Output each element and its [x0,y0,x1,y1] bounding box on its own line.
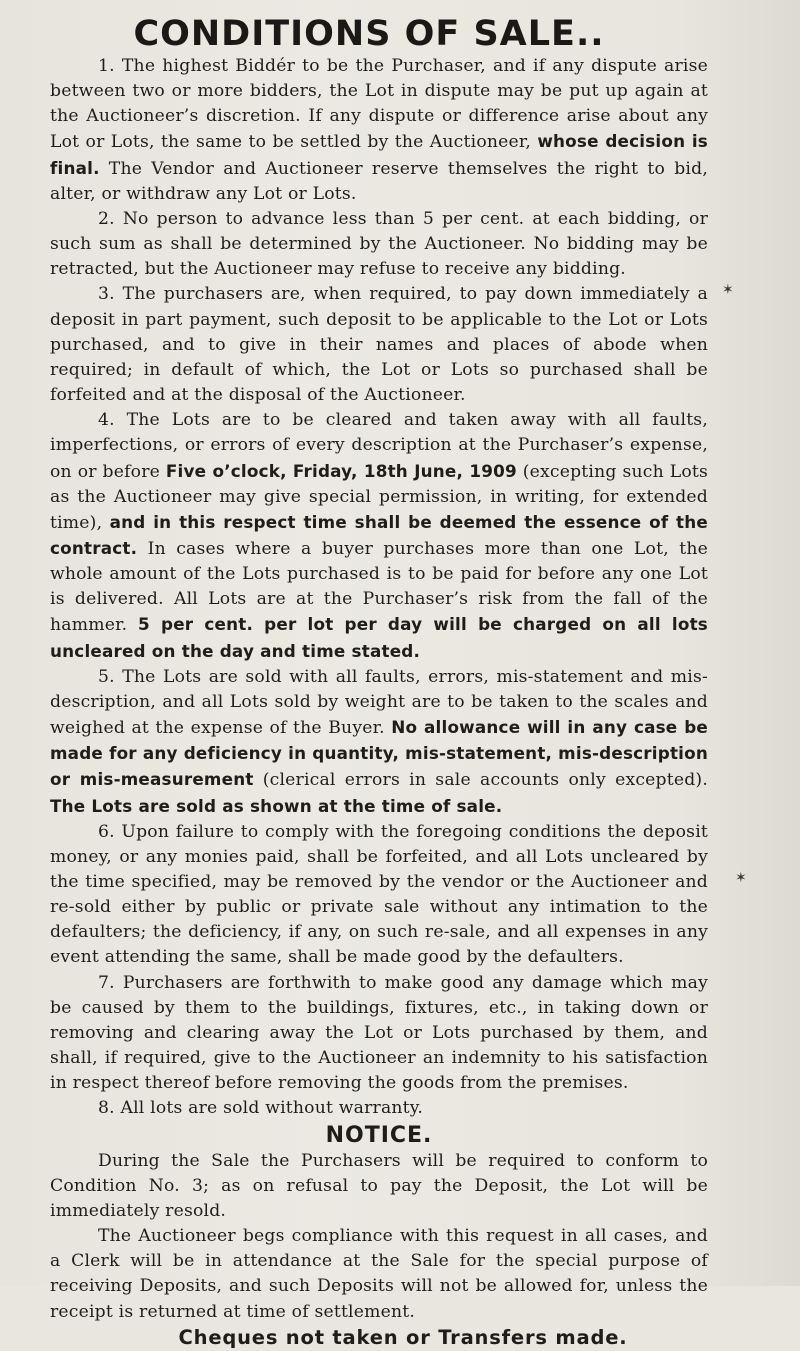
paper-speck-icon: ✶ [722,282,734,298]
conditions-body [50,54,708,1351]
cheques-notice: Cheques not taken or Transfers made. [178,1325,628,1349]
paper-speck-icon: ✶ [735,870,747,886]
condition-2: 2. No person to advance less than 5 per cent. at each bidding, or such sum as shall be determined by the Auctioneer. No bidding may be retracted, but the Auctioneer may refuse to receive any bidding. [50,208,708,280]
condition-3: 3. The purchasers are, when required, to pay down immediately a deposit in part payment, such deposit to be applicable to the Lot or Lots purchased, and to give in their names and places of abode when required; in default of which, the Lot or Lots so purchased shall be forfeited and at the disposal of the Auctioneer. [50,284,708,406]
condition-1: 1. The highest Biddér to be the Purchaser, and if any dispute arise between two or more bidders, the Lot in dispute may be put up again at the Auctioneer’s discretion. If any dispute or difference arise about any Lot or Lots, the same to be settled by the Auctioneer, whose decision is final. The Vendor and Auctioneer reserve themselves the right to bid, alter, or withdraw any Lot or Lots. [50,56,708,204]
condition-6: 6. Upon failure to comply with the foregoing conditions the deposit money, or any monies paid, shall be forfeited, and all Lots uncleared by the time specified, may be removed by the vendor or the Auctioneer and re-sold either by public or private sale without any intimation to the defaulters; the deficiency, if any, on such re-sale, and all expenses in any event attending the same, shall be made good by the defaulters. [50,821,708,968]
notice-heading: NOTICE. [325,1122,433,1148]
notice-paragraph-1: During the Sale the Purchasers will be required to conform to Condition No. 3; as on refusal to pay the Deposit, the Lot will be immediately resold. [50,1150,708,1221]
condition-8: 8. All lots are sold without warranty. [98,1098,424,1119]
condition-7: 7. Purchasers are forthwith to make good any damage which may be caused by them to the buildings, fixtures, etc., in taking down or removing and clearing away the Lot or Lots purchased by them, and shall, if required, give to the Auctioneer an indemnity to his satisfaction in respect thereof before removing the goods from the premises. [50,972,708,1094]
condition-5: 5. The Lots are sold with all faults, errors, mis-statement and mis-description, and all Lots sold by weight are to be taken to the scales and weighed at the expense of the Buyer. No allowance will in any case be made for any deficiency in quantity, mis-statement, mis-description or mis-measurement (clerical errors in sale accounts only excepted). The Lots are sold as shown at the time of sale. [50,666,709,816]
condition-4: 4. The Lots are to be cleared and taken away with all faults, imperfections, or errors of every description at the Purchaser’s expense, on or before Five o’clock, Friday, 18th June, 1909 (excepting such Lots as the Auctioneer may give special permission, in writing, for extended time), and in this respect time shall be deemed the essence of the contract. In cases where a buyer purchases more than one Lot, the whole amount of the Lots purchased is to be paid for before any one Lot is delivered. All Lots are at the Purchaser’s risk from the fall of the hammer. 5 per cent. per lot per day will be charged on all lots uncleared on the day and time stated. [50,410,709,661]
page-title: CONDITIONS OF SALE.. [133,14,605,54]
notice-paragraph-2: The Auctioneer begs compliance with this request in all cases, and a Clerk will be in attendance at the Sale for the special purpose of receiving Deposits, and such Deposits will not be allowed for, unless the receipt is returned at time of settlement. [50,1226,708,1322]
